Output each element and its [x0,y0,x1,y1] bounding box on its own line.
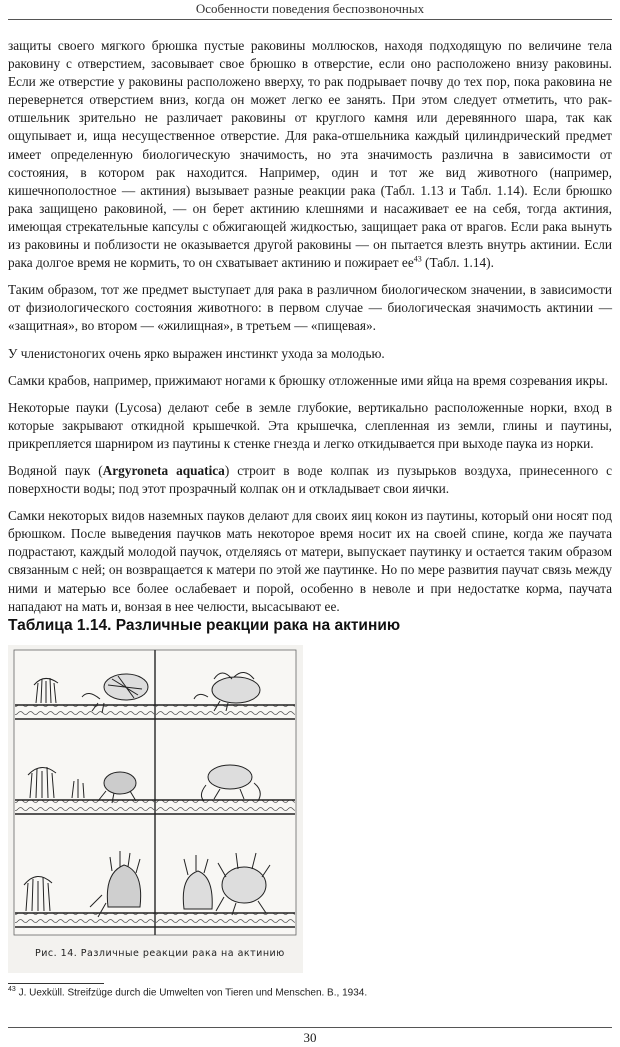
footnote-text: J. Uexküll. Streifzüge durch die Umwelten von Tieren und Menschen. B., 1934. [15,987,368,999]
paragraph-4: Самки крабов, например, прижимают ногами к брюшку отложенные ими яйца на время созревания икры. [8,372,608,388]
paragraph-5: Некоторые пауки (Lycosa) делают себе в земле глубокие, вертикально расположенные норки, вход в которые закрывают откидной крышечкой. Эта крышечка, слепленная из земли, глины и паутины, прикрепляется шарниром из паутины к стенке гнезда и легко откидывается при выходе паука из норки. [8,399,612,451]
paragraph-6 [8,462,612,498]
paragraph-1-text: защиты своего мягкого брюшка пустые раковины моллюсков, находя подходящую по величине тела раковину с отверстием, засовывает свое брюшко в отверстие, если оно расположено внизу раковины. Если же отверстие у раковины расположено вверху, то рак подрывает почву до тех пор, пока раковина не перевернется отверстием вниз, когда он может легко ее занять. При этом следует отметить, что рак-отшельник зрительно не различает раковины от круглого камня или деревянного шара, так как ощупывает и, ища несущественное отверстие. Для рака-отшельника каждый цилиндрический предмет имеет определенную биологическую значимость, но эта значимость различна в зависимости от состояния, в котором рак находится. Например, один и тот же вид животного (например, кишечнополостное — актиния) вызывает разные реакции рака (Табл. 1.13 и Табл. 1.14). Если брюшко рака защищено раковиной, — он берет актинию клешнями и насаживает ее на себя, тогда актиния, имеющая стрекательные капсулы с обжигающей жидкостью, защищает рака от врагов. Если рака вынуть из раковины и поблизости не оказывается другой раковины — он пытается влезть внутрь актинии. Если рака долгое время не кормить, то он схватывает актинию и пожирает ее [8,38,612,271]
footnote-divider [8,983,104,984]
paragraph-6-text: Водяной паук ( [8,462,103,478]
paragraph-1-tail: (Табл. 1.14). [421,255,494,271]
table-title: Таблица 1.14. Различные реакции рака на актинию [8,617,401,634]
body-text [8,37,612,625]
footer-divider [8,1027,612,1028]
running-head: Особенности поведения беспозвоночных [195,1,425,16]
species-name: Argyroneta aquatica [102,462,225,478]
footnote-number: 43 [8,986,16,993]
paragraph-1 [8,37,612,272]
figure-illustration [8,645,303,973]
paragraph-7: Самки некоторых видов наземных пауков делают для своих яиц кокон из паутины, который они носят под брюшком. После выведения паучков мать некоторое время носит их на своей спине, когда же паучата подрастают, каждый молодой паучок, отделяясь от матери, выпускает паутинку и остается таким образом связанным с ней; он возвращается к матери по этой же паутинке. Но по мере развития паучат связь между ними и матерью все более ослабевает и порой, особенно в неволе и при недостатке корма, паучата нападают на мать и, вонзая в нее челюсти, высасывают ее. [8,508,612,614]
crab-anemone-drawing [8,645,303,973]
figure-caption: Рис. 14. Различные реакции рака на актинию [35,948,285,959]
header-divider [8,19,612,20]
page-number: 30 [303,1030,317,1045]
footnote [8,986,367,998]
paragraph-6-tail: ) строит в воде колпак из пузырьков воздуха, принесенного с поверхности воды; под этот прозрачный колпак он и откладывает свои яички. [8,462,612,497]
paragraph-3: У членистоногих очень ярко выражен инстинкт ухода за молодью. [8,345,385,361]
footnote-ref-43[interactable]: 43 [413,254,422,264]
paragraph-2: Таким образом, тот же предмет выступает для рака в различном биологическом значении, в зависимости от физиологического состояния животного: в первом случае — биологическая значимость актинии — «защитная», во втором — «жилищная», в третьем — «пищевая». [8,282,612,334]
